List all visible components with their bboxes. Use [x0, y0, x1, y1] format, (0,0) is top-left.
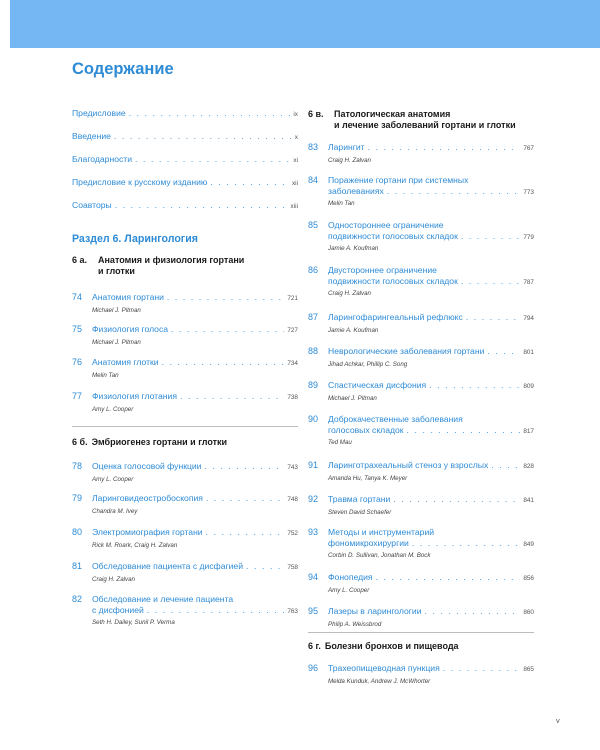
chapter-title-line: Ларинговидеостробоскопия: [92, 493, 203, 503]
page-ref: xi: [293, 157, 298, 164]
chapter-title: [328, 265, 534, 288]
subsection-6g: [308, 641, 534, 652]
chapter-title-line: голосовых складок: [328, 424, 404, 435]
chapter-title-line: Ларинготрахеальный стеноз у взрослых: [328, 460, 489, 470]
leader-dots: [147, 605, 285, 616]
chapter-title-last-line: [328, 460, 534, 473]
toc-entry[interactable]: [308, 494, 534, 517]
chapter-number: 75: [72, 324, 83, 334]
leader-dots: [167, 292, 284, 303]
chapter-authors: Amy L. Cooper: [92, 405, 134, 413]
subsection-title-line: Анатомия и физиология гортани: [98, 255, 245, 265]
leader-dots: [206, 493, 284, 504]
page-ref: 763: [287, 607, 298, 615]
chapter-title-line: Одностороннее ограничение: [328, 220, 444, 230]
page-ref: xiii: [290, 203, 298, 210]
chapter-title-last-line: [92, 391, 298, 404]
entry-body: [92, 493, 298, 516]
chapter-authors: Philip A. Weissbrod: [328, 620, 382, 628]
page-ref: 748: [287, 496, 298, 503]
leader-dots: [376, 572, 521, 583]
page-ref: 773: [523, 188, 534, 196]
front-matter-item[interactable]: [72, 108, 298, 118]
toc-entry[interactable]: [72, 391, 298, 414]
chapter-number: 74: [72, 292, 83, 302]
chapter-title: [92, 561, 298, 574]
leader-dots: [205, 461, 285, 472]
chapter-title: [92, 324, 298, 337]
entry-body: [328, 527, 534, 560]
chapter-title-last-line: [92, 561, 298, 574]
chapter-title: [328, 494, 534, 507]
chapter-authors: Melda Kunduk, Andrew J. McWhorter: [328, 677, 431, 685]
page-ref: 828: [523, 463, 534, 470]
chapter-authors: Melin Tan: [328, 200, 355, 208]
toc-entry[interactable]: [308, 606, 534, 629]
chapter-title: [92, 461, 298, 474]
chapter-number: 91: [308, 460, 319, 470]
chapter-title-line: Ларингофарингеальный рефлюкс: [328, 312, 463, 322]
leader-dots: [115, 200, 288, 210]
front-matter-item[interactable]: [72, 177, 298, 187]
chapter-title-line: Травма гортани: [328, 494, 391, 504]
page-ref: 758: [287, 564, 298, 571]
toc-entry[interactable]: [308, 220, 534, 253]
leader-dots: [461, 231, 520, 242]
chapter-title-line: Методы и инструментарий: [328, 527, 435, 537]
chapter-number: 77: [72, 391, 83, 401]
entry-body: [92, 561, 298, 584]
chapter-title: [328, 142, 534, 155]
leader-dots: [171, 324, 284, 335]
header-band: [10, 0, 600, 48]
page-ref: 856: [523, 575, 534, 582]
entry-body: [92, 292, 298, 315]
chapter-title-line: заболеваниях: [328, 185, 384, 196]
page-ref: 865: [523, 666, 534, 673]
chapter-title-line: Трахеопищеводная пункция: [328, 663, 440, 673]
subsection-title: Болезни бронхов и пищевода: [324, 641, 459, 651]
leader-dots: [246, 561, 284, 572]
chapter-number: 83: [308, 142, 319, 152]
toc-entry[interactable]: [72, 527, 298, 550]
chapter-authors: Jamie A. Koufman: [328, 245, 379, 253]
subsection-code: 6 в.: [308, 109, 324, 119]
chapter-title-last-line: [92, 324, 298, 337]
chapter-title-line: Ларингит: [328, 142, 365, 152]
chapter-title-line: Обследование и лечение пациента: [92, 594, 234, 604]
front-matter-item[interactable]: [72, 131, 298, 141]
chapter-number: 81: [72, 561, 83, 571]
toc-entry[interactable]: [308, 527, 534, 560]
chapter-title-line: Анатомия глотки: [92, 357, 159, 367]
front-matter-item[interactable]: [72, 154, 298, 164]
page-ref: 787: [523, 278, 534, 286]
entry-body: [328, 380, 534, 403]
chapter-title-line: Анатомия гортани: [92, 292, 164, 302]
subsection-6b: [72, 437, 298, 448]
chapter-title: [328, 380, 534, 393]
section-heading: Раздел 6. Ларингология: [72, 233, 198, 245]
subsection-title-line: Патологическая анатомия: [334, 109, 451, 119]
entry-body: [328, 265, 534, 298]
toc-entry[interactable]: [308, 572, 534, 595]
chapter-title: [92, 594, 298, 617]
leader-dots: [461, 276, 520, 287]
chapter-title-line: Доброкачественные заболевания: [328, 414, 463, 424]
subsection-title-line: и глотки: [98, 265, 135, 276]
leader-dots: [407, 425, 521, 436]
subsection-6a: [72, 255, 298, 276]
chapter-title-line: подвижности голосовых складок: [328, 230, 458, 241]
chapter-authors: Steven David Schaefer: [328, 508, 392, 516]
chapter-number: 93: [308, 527, 319, 537]
chapter-title-line: с дисфонией: [92, 604, 144, 615]
entry-body: [328, 460, 534, 483]
chapter-title-line: Физиология голоса: [92, 324, 169, 334]
chapter-title-line: Фонопедия: [328, 572, 373, 582]
front-matter-title: Предисловие: [72, 108, 126, 118]
page-ref: 841: [523, 497, 534, 504]
chapter-title-line: Лазеры в ларингологии: [328, 606, 422, 616]
leader-dots: [129, 108, 291, 118]
page-ref: 817: [523, 427, 534, 435]
toc-entry[interactable]: [72, 292, 298, 315]
leader-dots: [206, 527, 285, 538]
chapter-number: 92: [308, 494, 319, 504]
subsection-code: 6 г.: [308, 641, 321, 651]
leader-dots: [466, 312, 521, 323]
chapter-authors: Melin Tan: [92, 371, 119, 379]
chapter-title: [328, 460, 534, 473]
chapter-title-last-line: [328, 606, 534, 619]
divider: [308, 632, 534, 633]
toc-entry[interactable]: [72, 324, 298, 347]
page-ref: xii: [291, 180, 298, 187]
chapter-title-line: Поражение гортани при системных: [328, 175, 469, 185]
entry-body: [92, 461, 298, 484]
subsection-title: Эмбриогенез гортани и глотки: [91, 437, 228, 447]
chapter-title-line: Электромиография гортани: [92, 527, 203, 537]
toc-entry[interactable]: [72, 493, 298, 516]
chapter-title: [328, 527, 534, 550]
chapter-number: 95: [308, 606, 319, 616]
page-number: v: [556, 716, 560, 725]
chapter-title: [328, 312, 534, 325]
chapter-title-line: Неврологические заболевания гортани: [328, 346, 485, 356]
page-title: Содержание: [72, 60, 174, 78]
chapter-title-last-line: [328, 494, 534, 507]
chapter-number: 85: [308, 220, 319, 230]
entry-body: [328, 663, 534, 686]
entry-body: [328, 494, 534, 517]
toc-entry[interactable]: [308, 460, 534, 483]
chapter-title: [328, 414, 534, 437]
chapter-title-last-line: [328, 142, 534, 155]
toc-entry[interactable]: [308, 265, 534, 298]
page-ref: 794: [523, 315, 534, 322]
chapter-title-last-line: [328, 312, 534, 325]
leader-dots: [162, 357, 285, 368]
chapter-title-last-line: [328, 231, 534, 244]
chapter-number: 90: [308, 414, 319, 424]
front-matter-title: Введение: [72, 131, 111, 141]
chapter-number: 82: [72, 594, 83, 604]
chapter-title-last-line: [92, 527, 298, 540]
chapter-title-last-line: [92, 292, 298, 305]
chapter-title: [328, 175, 534, 198]
page-ref: 738: [287, 394, 298, 401]
page-ref: 743: [287, 464, 298, 471]
chapter-title-last-line: [92, 605, 298, 618]
subsection-title-line: и лечение заболеваний гортани и глотки: [334, 119, 516, 130]
toc-entry[interactable]: [308, 175, 534, 208]
chapter-authors: Seth H. Dailey, Sunil P. Verma: [92, 619, 175, 627]
chapter-number: 84: [308, 175, 319, 185]
page-ref: 727: [287, 327, 298, 334]
leader-dots: [368, 142, 521, 153]
chapter-title: [328, 346, 534, 359]
toc-entry[interactable]: [308, 312, 534, 335]
entry-body: [328, 312, 534, 335]
toc-entry[interactable]: [308, 414, 534, 447]
chapter-authors: Amanda Hu, Tanya K. Meyer: [328, 474, 408, 482]
chapter-number: 96: [308, 663, 319, 673]
leader-dots: [425, 606, 521, 617]
chapter-title: [328, 572, 534, 585]
page-ref: 849: [523, 540, 534, 548]
chapter-title-last-line: [92, 357, 298, 370]
entry-body: [328, 220, 534, 253]
chapter-title-line: Обследование пациента с дисфагией: [92, 561, 244, 571]
leader-dots: [443, 663, 521, 674]
chapter-title: [92, 292, 298, 305]
chapter-number: 86: [308, 265, 319, 275]
chapter-title-line: Двустороннее ограничение: [328, 265, 437, 275]
leader-dots: [393, 494, 520, 505]
chapter-authors: Amy L. Cooper: [92, 475, 134, 483]
toc-entry[interactable]: [308, 663, 534, 686]
chapter-title: [92, 357, 298, 370]
chapter-title-last-line: [328, 186, 534, 199]
divider: [72, 426, 298, 427]
chapter-number: 89: [308, 380, 319, 390]
leader-dots: [114, 131, 292, 141]
entry-body: [328, 606, 534, 629]
entry-body: [92, 391, 298, 414]
chapter-title: [92, 527, 298, 540]
toc-entry[interactable]: [308, 346, 534, 369]
front-matter-title: Соавторы: [72, 200, 112, 210]
chapter-authors: Michael J. Pitman: [92, 338, 141, 346]
page-ref: 721: [287, 295, 298, 302]
chapter-number: 88: [308, 346, 319, 356]
page-ref: ix: [293, 111, 298, 118]
toc-entry[interactable]: [308, 142, 534, 165]
chapter-title-last-line: [328, 380, 534, 393]
page-ref: 779: [523, 233, 534, 241]
chapter-authors: Chandra M. Ivey: [92, 507, 138, 515]
chapter-authors: Michael J. Pitman: [92, 306, 141, 314]
chapter-authors: Rick M. Roark, Craig H. Zalvan: [92, 541, 178, 549]
chapter-title-line: Оценка голосовой функции: [92, 461, 202, 471]
chapter-number: 80: [72, 527, 83, 537]
leader-dots: [412, 538, 521, 549]
page-ref: x: [294, 134, 298, 141]
entry-body: [328, 572, 534, 595]
page-ref: 734: [287, 360, 298, 367]
chapter-title-last-line: [92, 461, 298, 474]
chapter-authors: Corbin D. Sullivan, Jonathan M. Bock: [328, 552, 431, 560]
entry-body: [328, 142, 534, 165]
entry-body: [92, 357, 298, 380]
subsection-6v: [308, 109, 534, 130]
chapter-authors: Craig H. Zalvan: [328, 290, 371, 298]
chapter-number: 79: [72, 493, 83, 503]
toc-entry[interactable]: [72, 561, 298, 584]
chapter-number: 94: [308, 572, 319, 582]
leader-dots: [387, 186, 521, 197]
chapter-title-last-line: [328, 425, 534, 438]
leader-dots: [491, 460, 520, 471]
chapter-title-last-line: [328, 572, 534, 585]
entry-body: [92, 324, 298, 347]
leader-dots: [135, 154, 290, 164]
chapter-title-last-line: [328, 663, 534, 676]
entry-body: [328, 346, 534, 369]
toc-entry[interactable]: [72, 357, 298, 380]
chapter-authors: Craig H. Zalvan: [92, 575, 135, 583]
chapter-title: [92, 493, 298, 506]
chapter-title: [92, 391, 298, 404]
toc-entry[interactable]: [308, 380, 534, 403]
chapter-title-line: подвижности голосовых складок: [328, 275, 458, 286]
entry-body: [92, 527, 298, 550]
page-ref: 860: [523, 609, 534, 616]
subsection-code: 6 а.: [72, 255, 88, 265]
chapter-number: 78: [72, 461, 83, 471]
chapter-title-line: Физиология глотания: [92, 391, 177, 401]
chapter-number: 87: [308, 312, 319, 322]
toc-entry[interactable]: [72, 461, 298, 484]
subsection-code: 6 б.: [72, 437, 88, 447]
chapter-authors: Michael J. Pitman: [328, 394, 377, 402]
front-matter-title: Благодарности: [72, 154, 133, 164]
page-ref: 809: [523, 383, 534, 390]
chapter-authors: Amy L. Cooper: [328, 586, 370, 594]
chapter-title: [328, 220, 534, 243]
front-matter-item[interactable]: [72, 200, 298, 210]
chapter-title-last-line: [328, 538, 534, 551]
chapter-authors: Jamie A. Koufman: [328, 326, 379, 334]
page-ref: 801: [523, 349, 534, 356]
leader-dots: [487, 346, 520, 357]
chapter-title-last-line: [328, 346, 534, 359]
page-ref: 752: [287, 530, 298, 537]
leader-dots: [180, 391, 284, 402]
chapter-title-last-line: [92, 493, 298, 506]
chapter-title-line: Спастическая дисфония: [328, 380, 427, 390]
entry-body: [328, 414, 534, 447]
leader-dots: [210, 177, 289, 187]
toc-entry[interactable]: [72, 594, 298, 627]
chapter-title: [328, 663, 534, 676]
chapter-title-last-line: [328, 276, 534, 289]
front-matter-title: Предисловие к русскому изданию: [72, 177, 208, 187]
leader-dots: [429, 380, 520, 391]
entry-body: [92, 594, 298, 627]
chapter-number: 76: [72, 357, 83, 367]
chapter-title: [328, 606, 534, 619]
chapter-authors: Craig H. Zalvan: [328, 156, 371, 164]
page-ref: 767: [523, 145, 534, 152]
chapter-authors: Jihad Achkar, Phillip C. Song: [328, 360, 408, 368]
chapter-title-line: фономикрохирургии: [328, 537, 409, 548]
chapter-authors: Ted Mau: [328, 439, 352, 447]
entry-body: [328, 175, 534, 208]
